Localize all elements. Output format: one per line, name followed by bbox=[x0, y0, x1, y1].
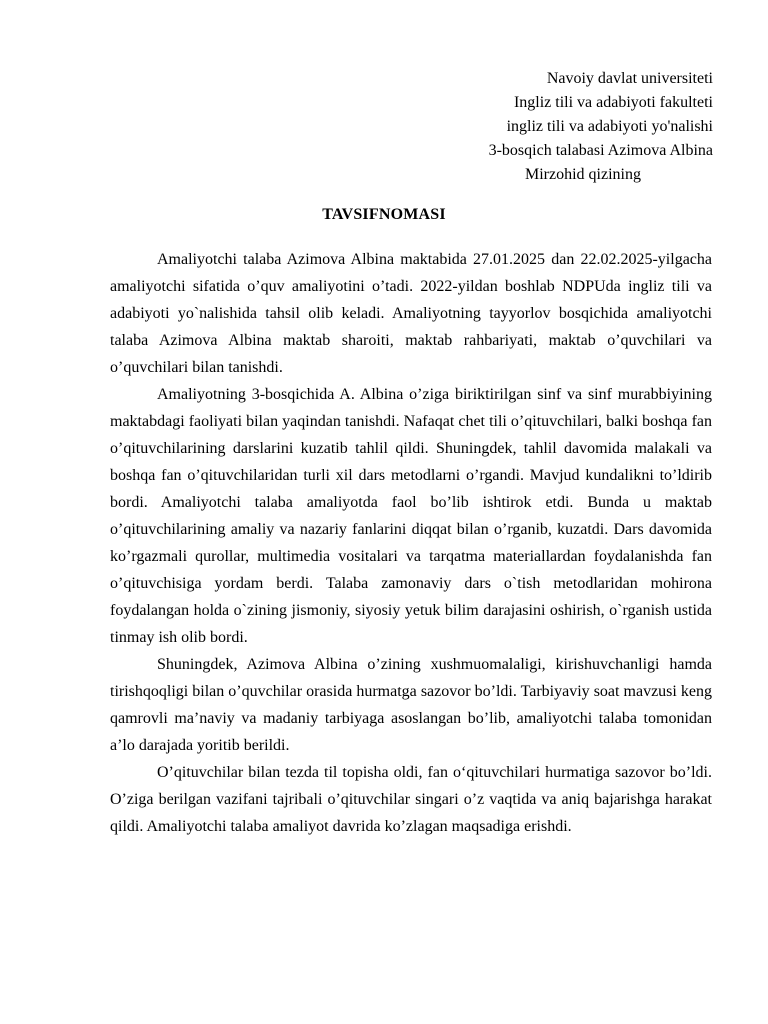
university-name: Navoiy davlat universiteti bbox=[546, 70, 713, 87]
document-header bbox=[383, 67, 713, 187]
paragraph: O’qituvchilar bilan tezda til topisha oldi, fan o‘qituvchilari hurmatiga sazovor bo’ldi. O’ziga berilgan vazifani tajribali o’qituvchilar singari o’z vaqtida va aniq bajarishga harakat qildi. Amaliyotchi talaba amaliyot davrida ko’zlagan maqsadiga erishdi. bbox=[110, 764, 712, 835]
paragraph: Shuningdek, Azimova Albina o’zining xushmuomalaligi, kirishuvchanligi hamda tirishqoqligi bilan o’quvchilar orasida hurmatga sazovor bo’ldi. Tarbiyaviy soat mavzusi keng qamrovli ma’naviy va madaniy tarbiyaga asoslangan bo’lib, amaliyotchi talaba tomonidan a’lo darajada yoritib berildi. bbox=[110, 656, 712, 754]
student-patronymic: Mirzohid qizining bbox=[525, 166, 641, 183]
study-direction: ingliz tili va adabiyoti yo'nalishi bbox=[506, 118, 713, 135]
faculty-name: Ingliz tili va adabiyoti fakulteti bbox=[513, 94, 713, 111]
student-line: 3-bosqich talabasi Azimova Albina bbox=[488, 142, 713, 159]
paragraph: Amaliyotning 3-bosqichida A. Albina o’ziga biriktirilgan sinf va sinf murabbiyining maktabdagi faoliyati bilan yaqindan tanishdi. Nafaqat chet tili o’qituvchilari, balki boshqa fan o’qituvchilarining darslarini kuzatib tahlil qildi. Shuningdek, tahlil davomida malakali va boshqa fan o’qituvchilaridan turli xil dars metodlarni o’rgandi. Mavjud kundalikni to’ldirib bordi. Amaliyotchi talaba amaliyotda faol bo’lib ishtirok etdi. Bunda u maktab o’qituvchilarining amaliy va nazariy fanlarini diqqat bilan o’rganib, kuzatdi. Dars davomida ko’rgazmali qurollar, multimedia vositalari va tarqatma materiallardan foydalanishda fan o’qituvchisiga yordam berdi. Talaba zamonaviy dars o`tish metodlaridan mohirona foydalangan holda o`zining jismoniy, siyosiy yetuk bilim darajasini oshirish, o`rganish ustida tinmay ish olib bordi. bbox=[110, 386, 712, 646]
document-body bbox=[110, 246, 712, 840]
document-title: TAVSIFNOMASI bbox=[322, 206, 446, 223]
paragraph: Amaliyotchi talaba Azimova Albina maktabida 27.01.2025 dan 22.02.2025-yilgacha amaliyotchi sifatida o’quv amaliyotini o’tadi. 2022-yildan boshlab NDPUda ingliz tili va adabiyoti yo`nalishida tahsil olib keladi. Amaliyotning tayyorlov bosqichida amaliyotchi talaba Azimova Albina maktab sharoiti, maktab rahbariyati, maktab o’quvchilari va o’quvchilari bilan tanishdi. bbox=[110, 251, 712, 376]
